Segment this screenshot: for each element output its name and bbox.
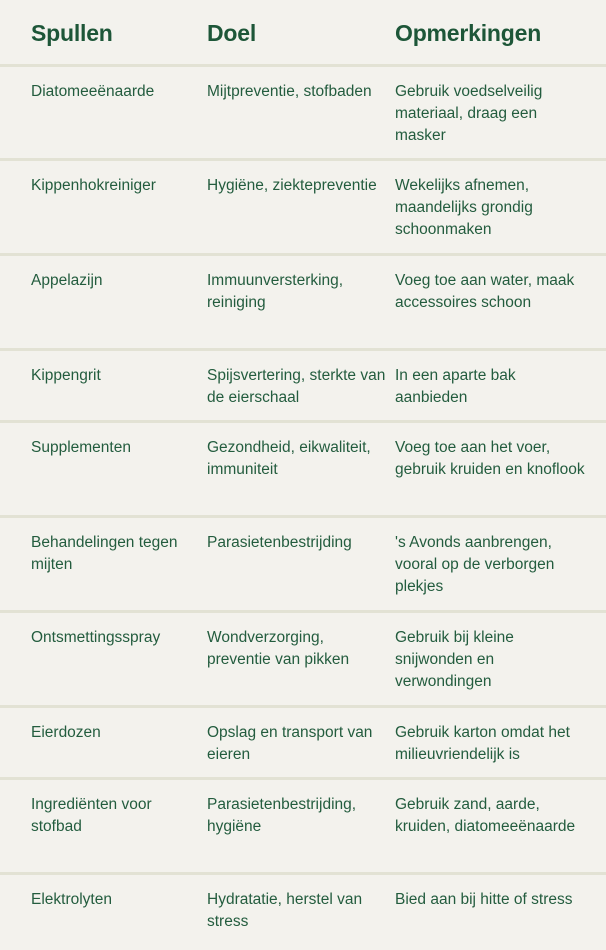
table-row — [0, 875, 606, 950]
table-row — [0, 613, 606, 708]
cell-purpose: Hydratatie, herstel van stress — [207, 891, 363, 930]
table-row — [0, 423, 606, 518]
table-row — [0, 256, 606, 351]
table-row — [0, 67, 606, 161]
cell-notes: Voeg toe aan water, maak accessoires schoon — [395, 272, 575, 311]
cell-item: Kippengrit — [31, 367, 101, 384]
cell-purpose: Hygiëne, ziektepreventie — [207, 177, 377, 194]
table-row — [0, 518, 606, 613]
cell-item: Eierdozen — [31, 724, 101, 741]
cell-item: Kippenhokreiniger — [31, 177, 156, 194]
table-row — [0, 708, 606, 780]
cell-notes: Gebruik bij kleine snijwonden en verwondingen — [395, 629, 514, 690]
cell-purpose: Wondverzorging, preventie van pikken — [207, 629, 350, 668]
cell-item: Appelazijn — [31, 272, 103, 289]
cell-notes: Gebruik voedselveilig materiaal, draag een masker — [395, 83, 543, 144]
cell-purpose: Spijsvertering, sterkte van de eierschaal — [207, 367, 386, 406]
cell-item: Behandelingen tegen mijten — [31, 534, 178, 573]
cell-notes: Gebruik zand, aarde, kruiden, diatomeeënaarde — [395, 796, 576, 835]
header-doel: Doel — [207, 20, 257, 46]
cell-notes: Bied aan bij hitte of stress — [395, 891, 573, 908]
cell-item: Diatomeeënaarde — [31, 83, 155, 100]
cell-notes: 's Avonds aanbrengen, vooral op de verborgen plekjes — [395, 534, 555, 595]
table-row — [0, 780, 606, 875]
cell-item: Ingrediënten voor stofbad — [31, 796, 152, 835]
table-header — [0, 0, 606, 67]
cell-purpose: Opslag en transport van eieren — [207, 724, 373, 763]
cell-notes: Wekelijks afnemen, maandelijks grondig schoonmaken — [395, 177, 533, 238]
table-row — [0, 351, 606, 423]
table-row — [0, 161, 606, 256]
cell-item: Ontsmettingsspray — [31, 629, 161, 646]
cell-purpose: Mijtpreventie, stofbaden — [207, 83, 372, 100]
cell-purpose: Parasietenbestrijding — [207, 534, 352, 551]
cell-item: Supplementen — [31, 439, 131, 456]
cell-purpose: Gezondheid, eikwaliteit, immuniteit — [207, 439, 371, 478]
cell-purpose: Parasietenbestrijding, hygiëne — [207, 796, 357, 835]
cell-notes: In een aparte bak aanbieden — [395, 367, 516, 406]
header-spullen: Spullen — [31, 20, 113, 46]
cell-notes: Voeg toe aan het voer, gebruik kruiden en knoflook — [395, 439, 585, 478]
cell-notes: Gebruik karton omdat het milieuvriendelijk is — [395, 724, 570, 763]
cell-purpose: Immuunversterking, reiniging — [207, 272, 344, 311]
cell-item: Elektrolyten — [31, 891, 112, 908]
header-opmerkingen: Opmerkingen — [395, 20, 542, 46]
